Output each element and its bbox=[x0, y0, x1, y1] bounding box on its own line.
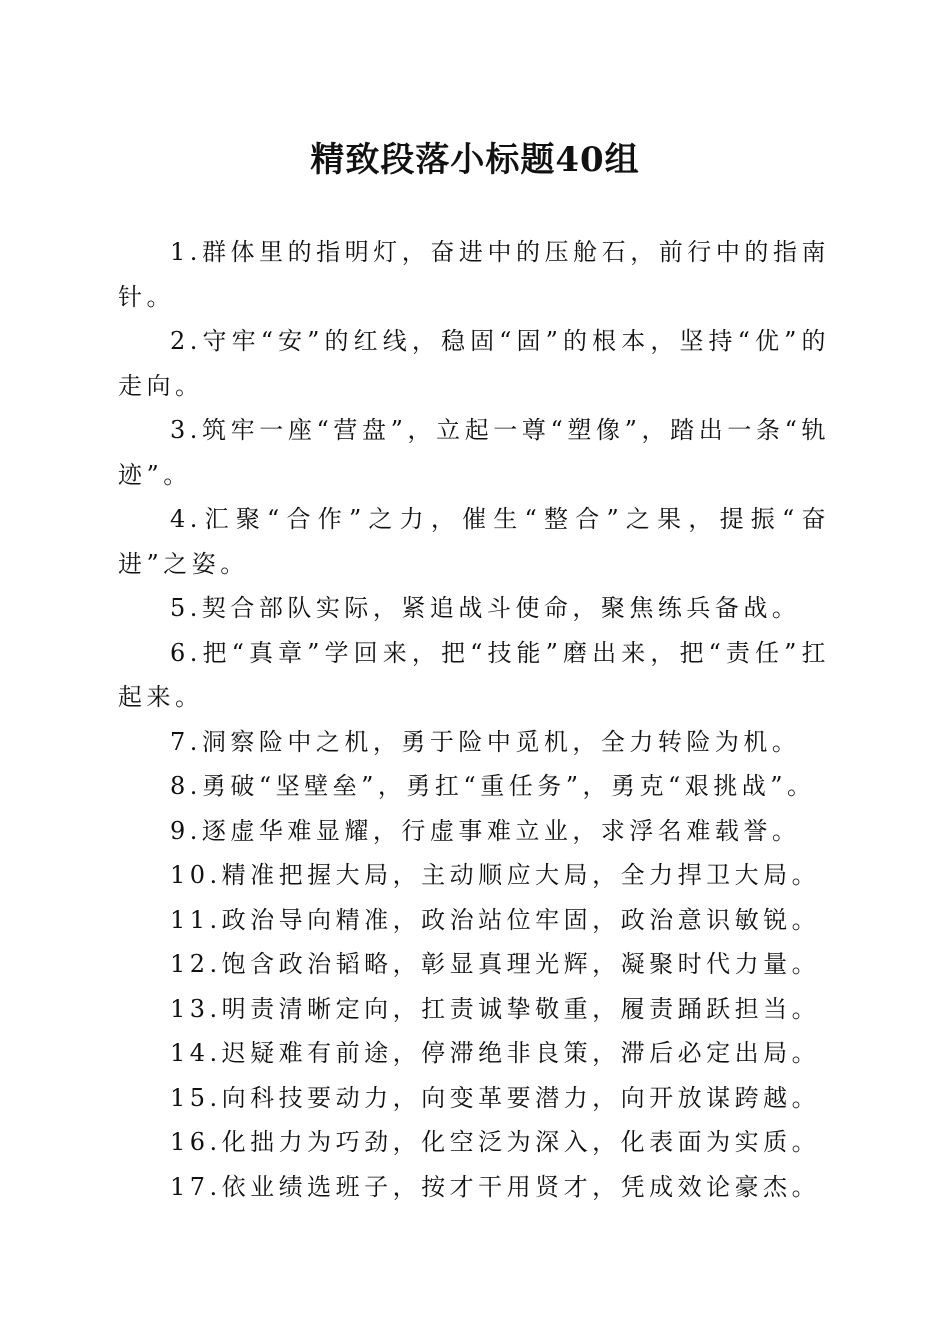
list-item: 17.依业绩选班子，按才干用贤才，凭成效论豪杰。 bbox=[170, 1172, 821, 1201]
list-item: 12.饱含政治韬略，彰显真理光辉，凝聚时代力量。 bbox=[170, 950, 821, 978]
list-item: 13.明责清晰定向，扛责诚挚敬重，履责踊跃担当。 bbox=[170, 994, 821, 1023]
document-title: 精致段落小标题40组 bbox=[310, 140, 640, 180]
list-item: 3.筑牢一座“营盘”，立起一尊“塑像”，踏出一条“轨迹”。 bbox=[118, 416, 830, 489]
list-item: 9.逐虚华难显耀，行虚事难立业，求浮名难载誉。 bbox=[170, 816, 801, 845]
list-item: 15.向科技要动力，向变革要潜力，向开放谋跨越。 bbox=[170, 1083, 821, 1112]
list-item: 16.化拙力为巧劲，化空泛为深入，化表面为实质。 bbox=[170, 1128, 821, 1156]
list-item: 11.政治导向精准，政治站位牢固，政治意识敏锐。 bbox=[170, 905, 821, 934]
list-item: 5.契合部队实际，紧追战斗使命，聚焦练兵备战。 bbox=[170, 594, 801, 622]
list-item: 6.把“真章”学回来，把“技能”磨出来，把“责任”扛起来。 bbox=[118, 638, 830, 711]
list-item: 8.勇破“坚壁垒”，勇扛“重任务”，勇克“艰挑战”。 bbox=[170, 772, 816, 800]
list-item: 2.守牢“安”的红线，稳固“固”的根本，坚持“优”的走向。 bbox=[118, 327, 830, 400]
list-item: 7.洞察险中之机，勇于险中觅机，全力转险为机。 bbox=[170, 727, 801, 756]
list-item: 1.群体里的指明灯，奋进中的压舱石，前行中的指南针。 bbox=[118, 238, 830, 311]
document-body bbox=[118, 230, 830, 1209]
list-item: 10.精准把握大局，主动顺应大局，全力捍卫大局。 bbox=[170, 861, 821, 889]
list-item: 14.迟疑难有前途，停滞绝非良策，滞后必定出局。 bbox=[170, 1039, 821, 1067]
list-item: 4.汇聚“合作”之力，催生“整合”之果，提振“奋进”之姿。 bbox=[118, 505, 830, 578]
